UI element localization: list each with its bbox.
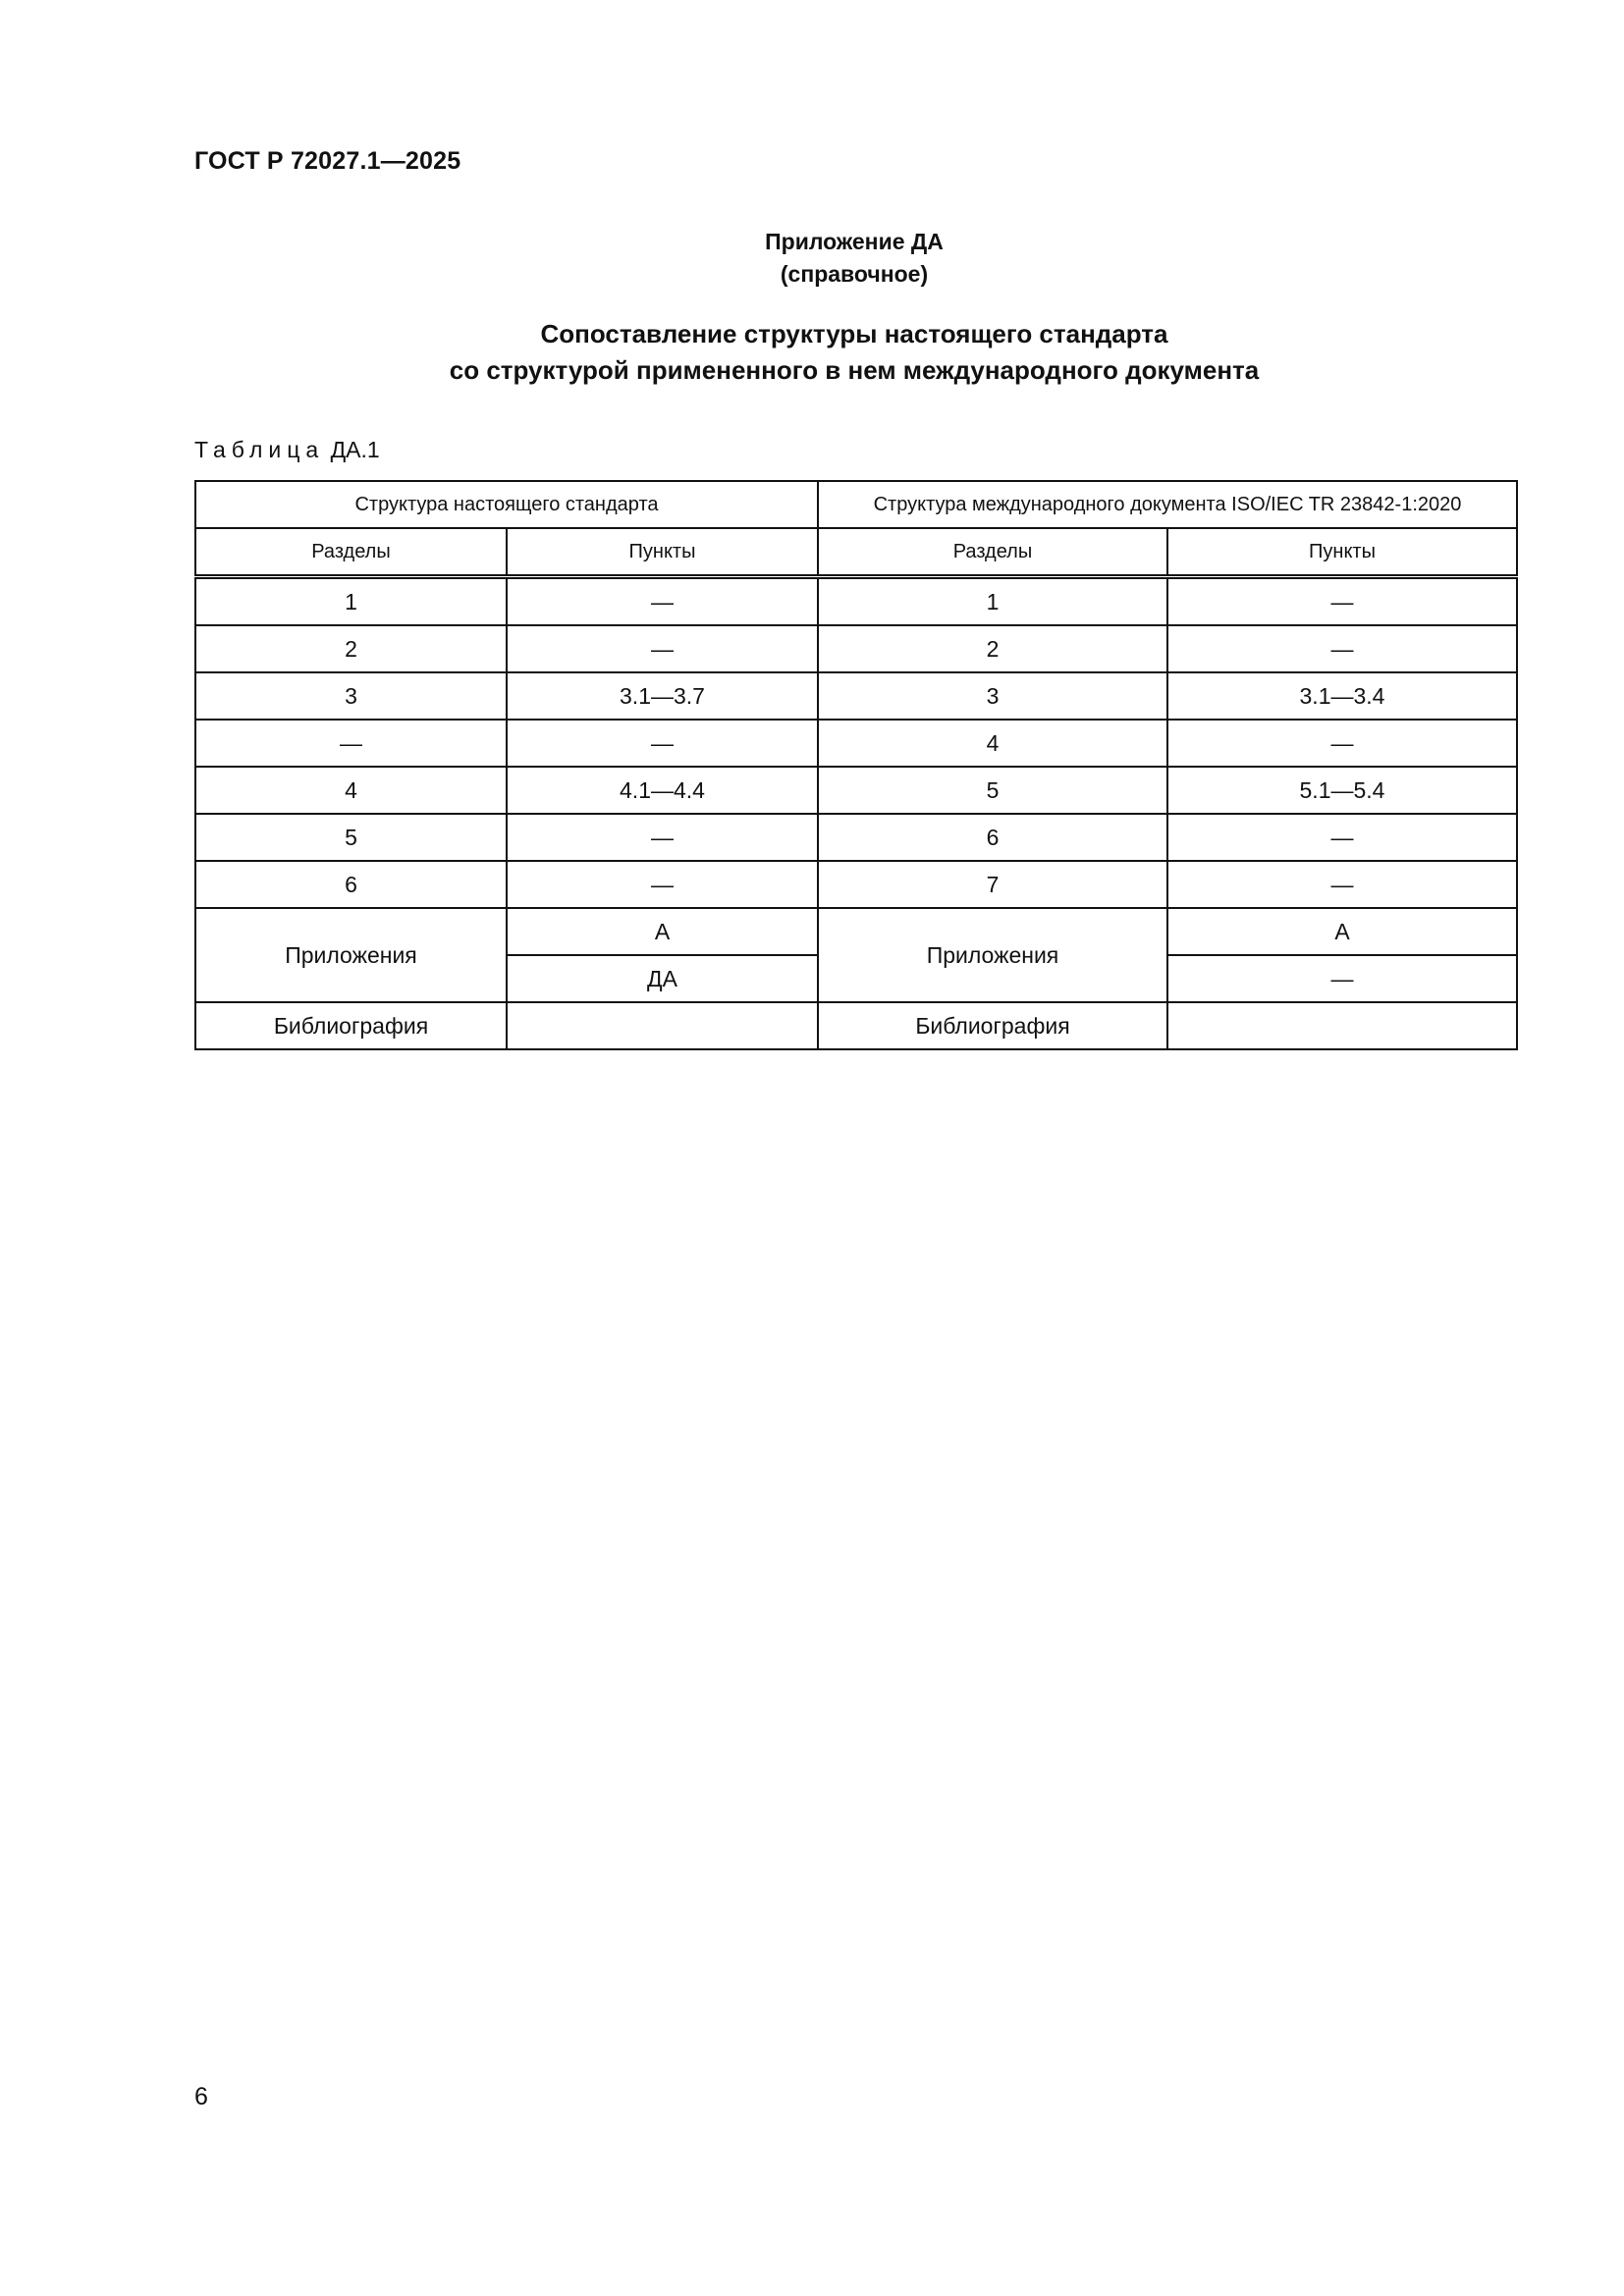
table-cell: —	[1167, 861, 1517, 908]
table-cell: —	[1167, 625, 1517, 672]
table-cell: 4.1—4.4	[507, 767, 818, 814]
table-caption-word: Таблица	[194, 437, 325, 462]
appendix-item-national: А	[507, 908, 818, 955]
section-title	[0, 316, 1624, 389]
group-header-national: Структура настоящего стандарта	[195, 481, 818, 528]
table-row	[195, 861, 1517, 908]
table-row	[195, 720, 1517, 767]
table-cell: 3	[818, 672, 1167, 720]
table-row	[195, 577, 1517, 626]
table-cell: 4	[195, 767, 507, 814]
table-cell: Библиография	[195, 1002, 507, 1049]
table-cell: —	[1167, 720, 1517, 767]
appendices-label-international: Приложения	[818, 908, 1167, 1002]
table-row-bibliography	[195, 1002, 1517, 1049]
structure-comparison-table	[194, 480, 1518, 1050]
table-caption-id: ДА.1	[330, 437, 380, 462]
group-header-international: Структура международного документа ISO/IEC TR 23842-1:2020	[818, 481, 1517, 528]
table-cell: 1	[818, 577, 1167, 626]
table-cell: 4	[818, 720, 1167, 767]
table-group-header-row	[195, 481, 1517, 528]
table-row	[195, 672, 1517, 720]
table-cell: 2	[818, 625, 1167, 672]
page-number: 6	[194, 2083, 208, 2110]
table-cell: 5	[195, 814, 507, 861]
table-row	[195, 814, 1517, 861]
table-cell: —	[507, 625, 818, 672]
table-cell: 3.1—3.4	[1167, 672, 1517, 720]
table-row	[195, 767, 1517, 814]
table-sub-header-row	[195, 528, 1517, 577]
table-cell: Библиография	[818, 1002, 1167, 1049]
table-cell: 1	[195, 577, 507, 626]
table-cell: 3.1—3.7	[507, 672, 818, 720]
annex-status: (справочное)	[780, 261, 929, 287]
table-cell: 6	[195, 861, 507, 908]
section-title-line-1: Сопоставление структуры настоящего стандарта	[540, 319, 1168, 348]
table-cell: 2	[195, 625, 507, 672]
table-cell: 5.1—5.4	[1167, 767, 1517, 814]
sub-header-cell: Пункты	[1167, 528, 1517, 577]
table-cell: 6	[818, 814, 1167, 861]
table-cell	[507, 1002, 818, 1049]
annex-title: Приложение ДА	[765, 229, 944, 254]
table-cell: —	[507, 814, 818, 861]
appendices-label-national: Приложения	[195, 908, 507, 1002]
table-cell: —	[1167, 814, 1517, 861]
table-cell: —	[1167, 577, 1517, 626]
appendix-item-international: А	[1167, 908, 1517, 955]
table-cell: 7	[818, 861, 1167, 908]
annex-heading	[0, 226, 1624, 291]
section-title-line-2: со структурой примененного в нем международного документа	[449, 355, 1260, 385]
document-id: ГОСТ Р 72027.1—2025	[194, 147, 461, 175]
sub-header-cell: Разделы	[195, 528, 507, 577]
table-caption	[194, 437, 380, 463]
appendix-item-national: ДА	[507, 955, 818, 1002]
table-row	[195, 625, 1517, 672]
table-cell: —	[507, 861, 818, 908]
sub-header-cell: Пункты	[507, 528, 818, 577]
table-cell: —	[507, 720, 818, 767]
table-cell: —	[507, 577, 818, 626]
table-row-appendices	[195, 908, 1517, 955]
sub-header-cell: Разделы	[818, 528, 1167, 577]
appendix-item-international: —	[1167, 955, 1517, 1002]
table-cell	[1167, 1002, 1517, 1049]
table-cell: 3	[195, 672, 507, 720]
table-cell: 5	[818, 767, 1167, 814]
table-cell: —	[195, 720, 507, 767]
